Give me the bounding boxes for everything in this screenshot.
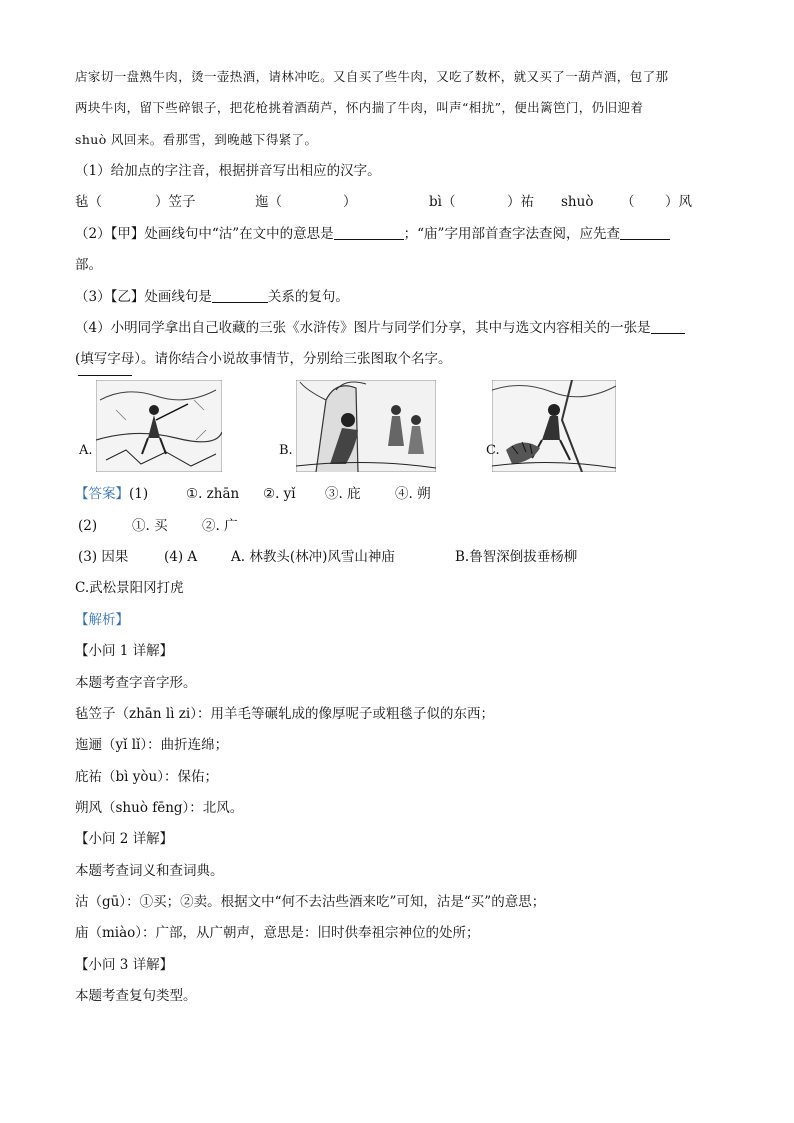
sub2-line-2: 庙（miào）：广部，从广朝声，意思是：旧时供奉祖宗神位的处所； xyxy=(75,925,480,941)
sub3-title: 【小问 3 详解】 xyxy=(75,957,174,973)
figure-c-label: C. xyxy=(486,443,500,458)
sub2-title: 【小问 2 详解】 xyxy=(75,831,174,847)
answer-1-item-4: ④. 朔 xyxy=(395,486,431,502)
question-4-cont: (填写字母）。请你结合小说故事情节，分别给三张图取个名字。 xyxy=(75,351,452,367)
figure-b-illustration xyxy=(296,380,436,472)
q1-item-shuo-end: ）风 xyxy=(665,194,692,210)
answer-2-prefix: (2) xyxy=(78,518,98,534)
answer-1-item-1: ①. zhān xyxy=(186,486,240,502)
sub1-intro: 本题考查字音字形。 xyxy=(75,675,197,691)
q1-item-zhan: 毡（ xyxy=(75,194,102,210)
figure-b-label: B. xyxy=(279,443,293,458)
question-4 xyxy=(75,318,685,338)
q1-item-yi: 迤（ xyxy=(255,194,282,210)
answer-line-3 xyxy=(75,547,695,567)
q4-blank-underline xyxy=(78,375,132,376)
answer-4-a: A. 林教头(林冲)风雪山神庙 xyxy=(231,549,395,565)
passage-line-1: 店家切一盘熟牛肉，烫一壶热酒，请林冲吃。又自买了些牛肉，又吃了数杯，就又买了一葫芦酒，包了那 xyxy=(75,69,669,84)
q4-blank xyxy=(651,319,685,334)
sub2-intro: 本题考查词义和查词典。 xyxy=(75,863,224,879)
passage-line-2: 两块牛肉，留下些碎银子，把花枪挑着酒葫芦，怀内揣了牛肉，叫声“相扰”，便出篱笆门，仍旧迎着 xyxy=(75,100,644,115)
sub1-line-3: 庇祐（bì yòu）：保佑； xyxy=(75,769,218,785)
q1-item-shuo: shuò xyxy=(561,194,594,210)
passage-line-3: shuò 风回来。看那雪，到晚越下得紧了。 xyxy=(75,132,318,147)
question-1-items xyxy=(75,192,735,212)
analysis-tag: 【解析】 xyxy=(75,612,129,628)
figure-a-illustration xyxy=(96,380,222,472)
question-2-cont: 部。 xyxy=(75,257,102,273)
q4-text-a: （4）小明同学拿出自己收藏的三张《水浒传》图片与同学们分享，其中与选文内容相关的一张是 xyxy=(75,320,651,336)
figure-a-label: A. xyxy=(79,443,93,458)
answer-1-item-3: ③. 庇 xyxy=(325,486,361,502)
q2-text-b: ；“庙”字用部首查字法查阅，应先查 xyxy=(403,226,620,242)
q3-text-a: （3）【乙】处画线句是 xyxy=(75,289,212,305)
sub1-line-2: 迤逦（yǐ lǐ）：曲折连绵； xyxy=(75,737,229,753)
answer-line-1 xyxy=(75,484,675,504)
question-1: （1）给加点的字注音，根据拼音写出相应的汉字。 xyxy=(75,163,381,179)
figure-c-illustration xyxy=(492,380,616,472)
q2-blank-1 xyxy=(334,225,404,240)
answer-3: (3) 因果 xyxy=(78,549,129,565)
question-3 xyxy=(75,287,349,307)
sub1-title: 【小问 1 详解】 xyxy=(75,643,174,659)
q1-item-bi: bì（ xyxy=(429,194,456,210)
sub2-line-1: 沽（gū）：①买；②卖。根据文中“何不去沽些酒来吃”可知，沽是“买”的意思； xyxy=(75,894,546,910)
q1-item-bi-end: ）祐 xyxy=(507,194,534,210)
answer-4-c: C.武松景阳冈打虎 xyxy=(75,580,184,596)
answer-2-item-1: ①. 买 xyxy=(132,518,168,534)
q1-item-shuo-open: （ xyxy=(621,194,635,210)
sub1-line-1: 毡笠子（zhān lì zi）：用羊毛等碾轧成的像厚呢子或粗毯子似的东西； xyxy=(75,706,494,722)
answer-1-prefix: (1) xyxy=(129,486,149,502)
sub1-line-4: 朔风（shuò fēng）：北风。 xyxy=(75,800,244,816)
q3-blank xyxy=(212,288,268,303)
q2-text-a: （2）【甲】处画线句中“沽”在文中的意思是 xyxy=(75,226,334,242)
answer-2-item-2: ②. 广 xyxy=(202,518,238,534)
sub3-intro: 本题考查复句类型。 xyxy=(75,988,197,1004)
answer-4-prefix: (4) A xyxy=(164,549,198,565)
answer-tag: 【答案】 xyxy=(75,486,129,502)
q3-text-b: 关系的复句。 xyxy=(267,289,349,305)
q1-item-zhan-end: ）笠子 xyxy=(155,194,196,210)
answer-4-b: B.鲁智深倒拔垂杨柳 xyxy=(455,549,578,565)
answer-1-item-2: ②. yǐ xyxy=(263,486,296,502)
question-2 xyxy=(75,224,670,244)
q1-item-yi-end: ） xyxy=(343,194,357,210)
answer-line-2 xyxy=(75,516,675,536)
q2-blank-2 xyxy=(620,225,670,240)
